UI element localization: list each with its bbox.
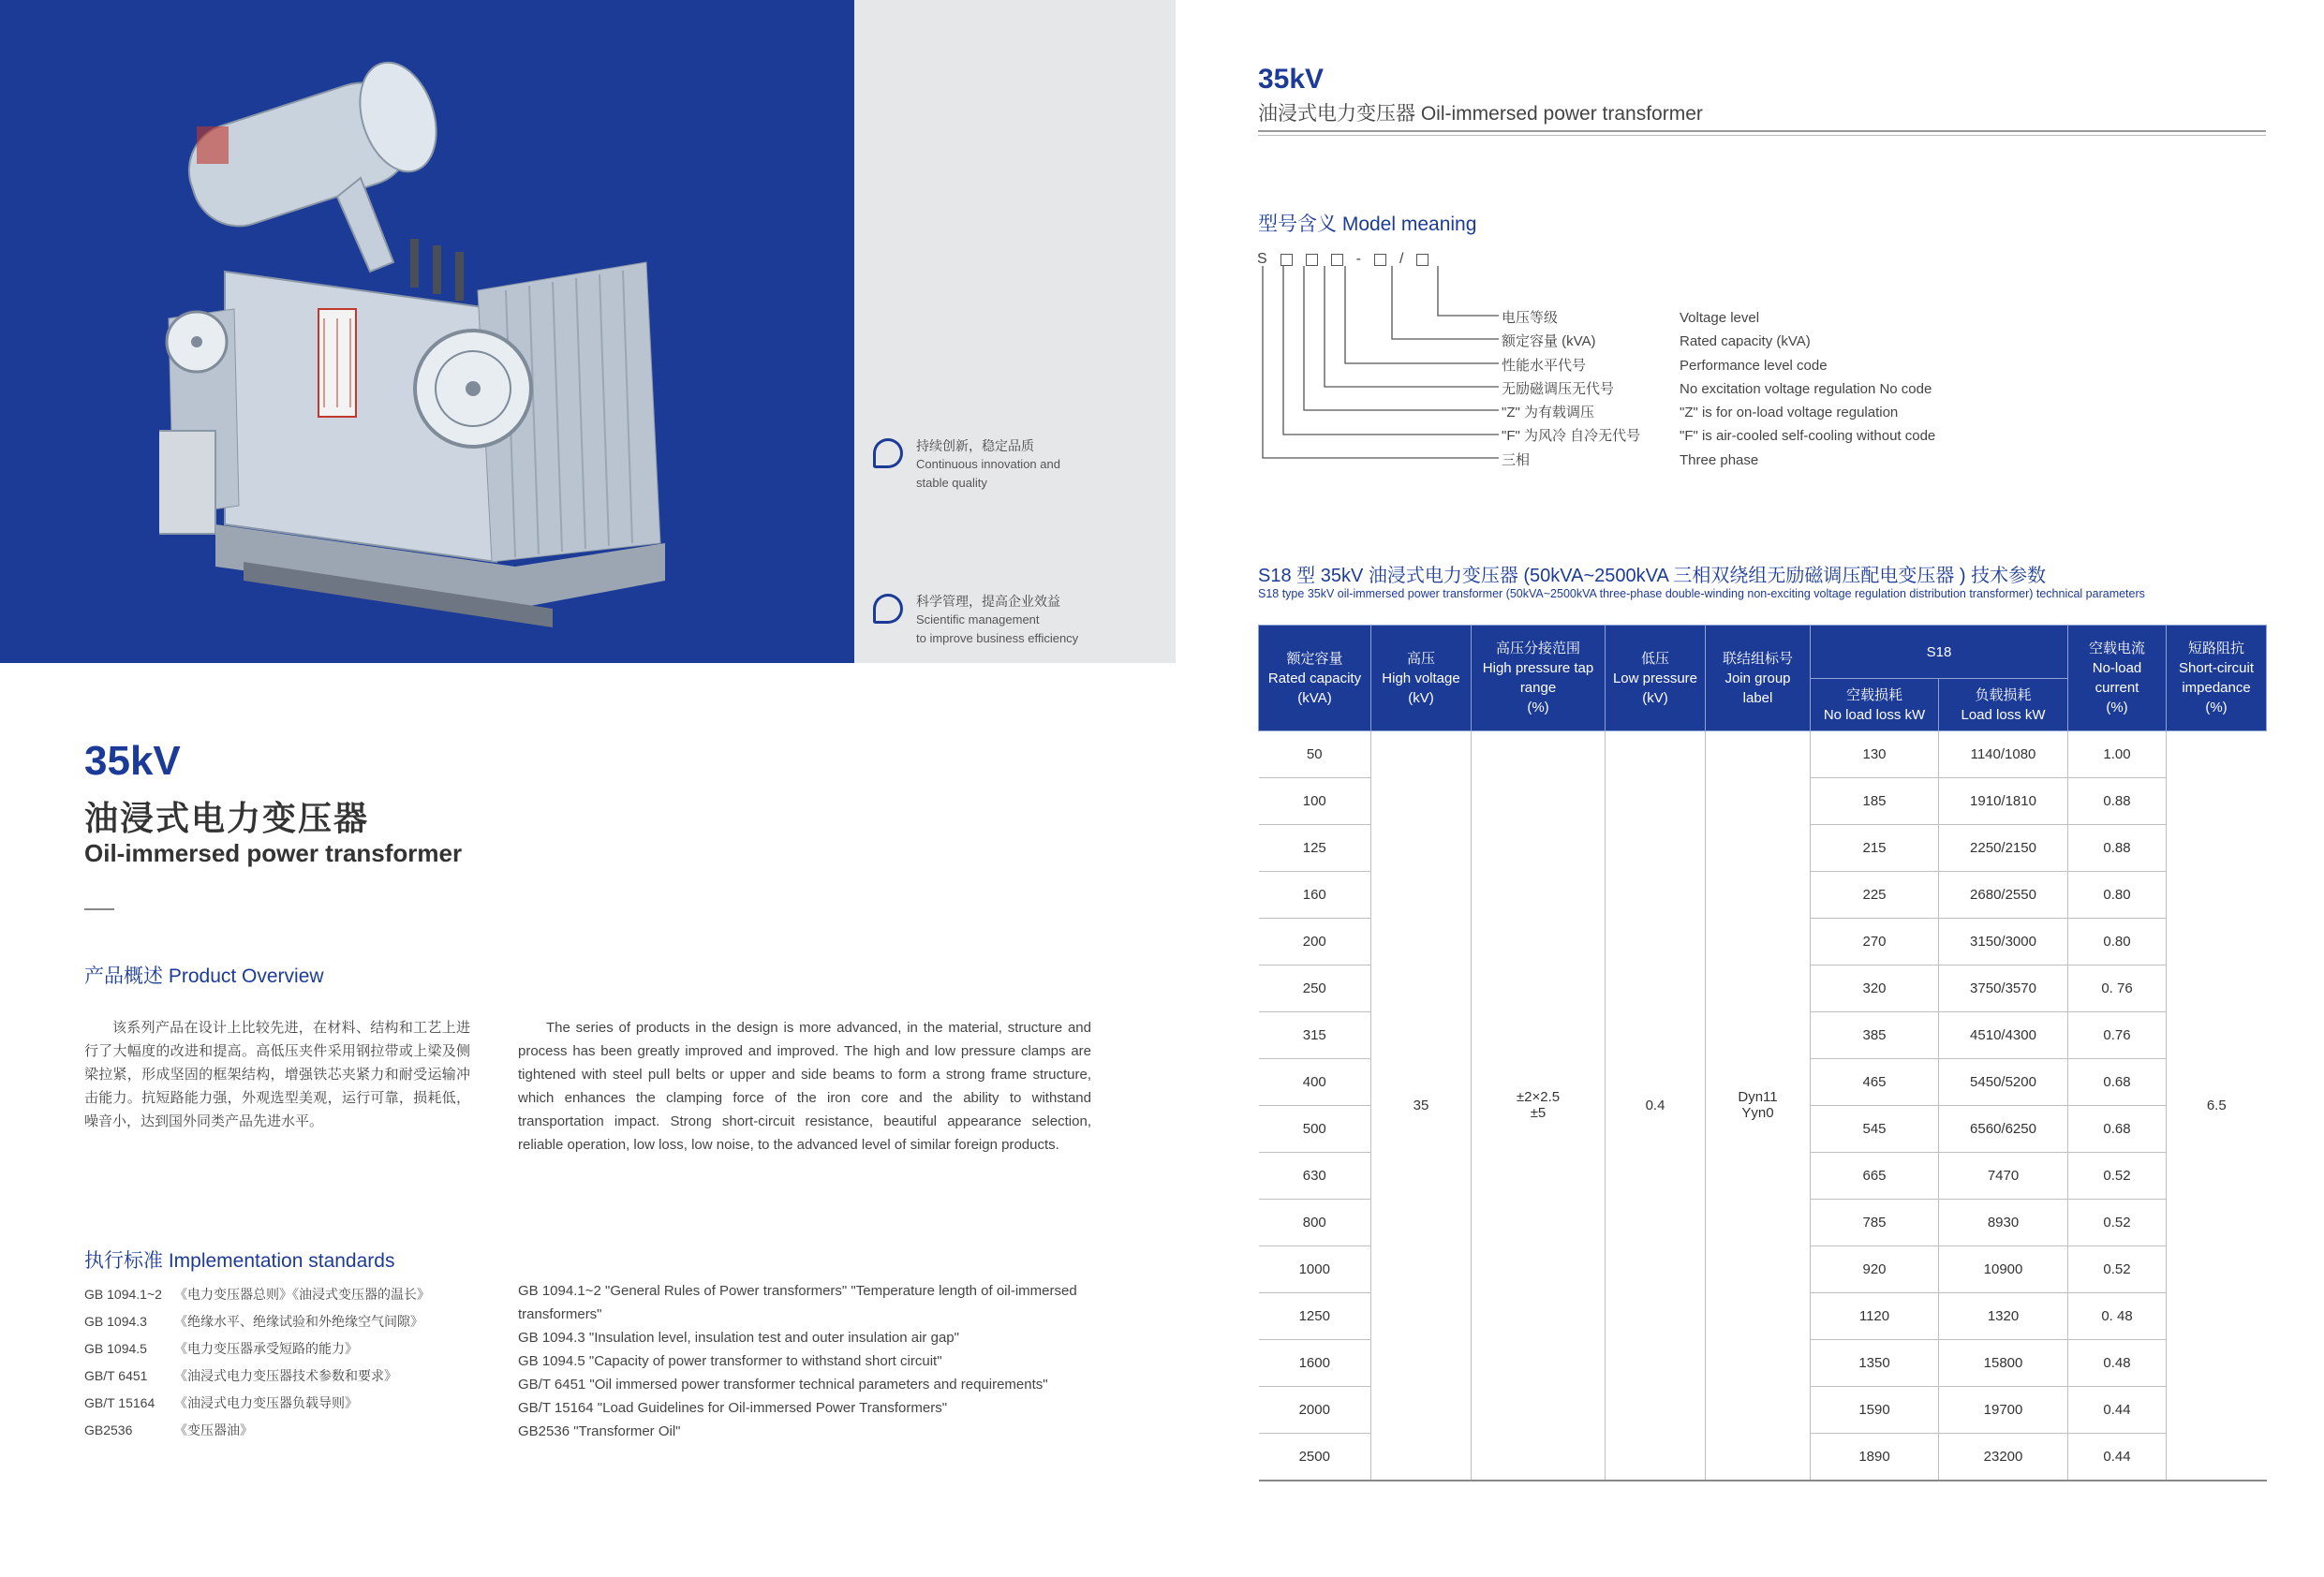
cell-no-load-current: 0.68 [2068,1106,2167,1153]
cell-no-load-loss: 665 [1811,1153,1939,1200]
cell-rated-capacity: 500 [1259,1106,1371,1153]
feature-en-line2: stable quality [916,476,987,490]
cell-rated-capacity: 100 [1259,778,1371,825]
cell-no-load-current: 0. 48 [2068,1293,2167,1340]
cell-load-loss: 3150/3000 [1939,919,2068,965]
header-no-load-current: 空载电流 No-load current (%) [2068,626,2167,731]
cell-load-loss: 15800 [1939,1340,2068,1387]
cell-rated-capacity: 400 [1259,1059,1371,1106]
cell-load-loss: 1910/1810 [1939,778,2068,825]
standard-item: GB 1094.1~2 《电力变压器总则》《油浸式变压器的温长》 [84,1287,430,1302]
cell-low-voltage: 0.4 [1606,731,1706,1481]
standards-list-en [518,1279,1091,1443]
standard-item: GB2536 《变压器油》 [84,1422,253,1437]
cell-no-load-loss: 1890 [1811,1434,1939,1481]
cell-no-load-loss: 270 [1811,919,1939,965]
cell-no-load-loss: 1350 [1811,1340,1939,1387]
cell-rated-capacity: 800 [1259,1200,1371,1246]
cell-no-load-loss: 545 [1811,1106,1939,1153]
feature-zh: 持续创新，稳定品质 [916,438,1034,453]
cell-rated-capacity: 125 [1259,825,1371,872]
cell-no-load-loss: 920 [1811,1246,1939,1293]
standard-item-en: GB 1094.1~2 "General Rules of Power transformers" "Temperature length of oil-immersed transformers" [518,1283,1077,1322]
product-voltage-title: 35kV [84,738,181,784]
spec-table-subtitle: S18 type 35kV oil-immersed power transformer (50kVA~2500kVA three-phase double-winding non-exciting voltage regulation distribution transformer) technical parameters [1258,587,2145,600]
model-slash: / [1399,251,1404,267]
spec-table-title: S18 型 35kV 油浸式电力变压器 (50kVA~2500kVA 三相双绕组无励磁调压配电变压器 ) 技术参数 [1258,566,2047,586]
feature-innovation [873,436,1060,493]
model-item: 额定容量 (kVA) [1502,333,1596,350]
overview-text-zh: 该系列产品在设计上比较先进，在材料、结构和工艺上进行了大幅度的改进和提高。高低压夹件采用钢拉带或上梁及侧梁拉紧，形成坚固的框架结构，增强铁芯夹紧力和耐受运输冲击能力。抗短路能力强，外观选型美观，运行可靠，损耗低，噪音小，达到国外同类产品先进水平。 [84,1020,470,1129]
cell-rated-capacity: 200 [1259,919,1371,965]
standard-item: GB 1094.5 《电力变压器承受短路的能力》 [84,1341,358,1356]
cell-impedance: 6.5 [2167,731,2267,1481]
cell-no-load-current: 0.80 [2068,872,2167,919]
cell-load-loss: 19700 [1939,1387,2068,1434]
cell-rated-capacity: 50 [1259,731,1371,778]
cell-no-load-loss: 225 [1811,872,1939,919]
page-voltage-title: 35kV [1258,64,1325,95]
product-title-zh: 油浸式电力变压器 [84,799,370,837]
cell-no-load-loss: 465 [1811,1059,1939,1106]
cell-no-load-loss: 785 [1811,1200,1939,1246]
model-items-en [1680,306,1935,472]
management-icon [873,594,903,624]
model-item: Three phase [1680,451,1759,468]
header-impedance: 短路阻抗 Short-circuit impedance (%) [2167,626,2267,731]
standard-item: GB/T 6451 《油浸式电力变压器技术参数和要求》 [84,1368,397,1383]
quality-icon [873,438,903,468]
header-rule-thin [1258,135,2266,136]
table-row [1259,731,2267,778]
cell-no-load-current: 0.88 [2068,778,2167,825]
cell-load-loss: 7470 [1939,1153,2068,1200]
cell-no-load-current: 0.52 [2068,1246,2167,1293]
model-item: Rated capacity (kVA) [1680,333,1811,350]
cell-no-load-loss: 1590 [1811,1387,1939,1434]
model-items-zh [1502,306,1640,472]
join-group-value: Yyn0 [1741,1105,1774,1122]
cell-no-load-loss: 385 [1811,1012,1939,1059]
cell-no-load-current: 0.44 [2068,1434,2167,1481]
cell-load-loss: 6560/6250 [1939,1106,2068,1153]
transformer-photo [159,37,703,637]
cell-load-loss: 3750/3570 [1939,965,2068,1012]
cell-load-loss: 1320 [1939,1293,2068,1340]
model-item: 无励磁调压无代号 [1502,380,1615,397]
cell-rated-capacity: 1000 [1259,1246,1371,1293]
cell-load-loss: 2680/2550 [1939,872,2068,919]
model-dash: - [1355,251,1361,267]
title-divider [84,908,114,910]
cell-rated-capacity: 160 [1259,872,1371,919]
spec-table [1258,625,2267,1481]
cell-rated-capacity: 1600 [1259,1340,1371,1387]
overview-text-en: The series of products in the design is more advanced, in the material, structure and process has been greatly improved and improved. The high and low pressure clamps are tightened with steel pull belts or upper and side beams to form a strong frame structure, which enhances the clamping force of the iron core and the ability to withstand transportation impact. Strong short-circuit resistance, beautiful appearance selection, reliable operation, low loss, low noise, to the advanced level of similar foreign products. [518,1020,1091,1153]
standard-item: GB/T 15164 《油浸式电力变压器负载导则》 [84,1395,358,1410]
cell-rated-capacity: 2500 [1259,1434,1371,1481]
standard-item-en: GB2536 "Transformer Oil" [518,1423,681,1439]
cell-no-load-loss: 185 [1811,778,1939,825]
page-subtitle: 油浸式电力变压器 Oil-immersed power transformer [1258,103,1703,125]
cell-load-loss: 8930 [1939,1200,2068,1246]
header-s18: S18 [1811,626,2068,679]
header-join-group: 联结组标号 Join group label [1706,626,1811,731]
cell-high-voltage: 35 [1371,731,1472,1481]
tap-range-value: ±5 [1530,1105,1547,1122]
cell-rated-capacity: 630 [1259,1153,1371,1200]
header-load-loss: 负载损耗 Load loss kW [1939,679,2068,731]
product-title-en: Oil-immersed power transformer [84,839,463,867]
cell-rated-capacity: 250 [1259,965,1371,1012]
cell-load-loss: 23200 [1939,1434,2068,1481]
tap-range-value: ±2×2.5 [1516,1089,1561,1106]
cell-no-load-current: 0.76 [2068,1012,2167,1059]
cell-no-load-current: 1.00 [2068,731,2167,778]
cell-no-load-current: 0.88 [2068,825,2167,872]
cell-no-load-current: 0.80 [2068,919,2167,965]
cell-load-loss: 2250/2150 [1939,825,2068,872]
header-no-load-loss: 空载损耗 No load loss kW [1811,679,1939,731]
cell-rated-capacity: 2000 [1259,1387,1371,1434]
model-prefix: S [1257,251,1267,267]
cell-no-load-current: 0. 76 [2068,965,2167,1012]
cell-no-load-loss: 215 [1811,825,1939,872]
feature-en-line1: Continuous innovation and [916,457,1060,471]
model-item: "F" 为风冷 自冷无代号 [1502,428,1641,445]
standard-item-en: GB/T 15164 "Load Guidelines for Oil-immersed Power Transformers" [518,1400,948,1416]
feature-management [873,592,1078,648]
cell-no-load-current: 0.52 [2068,1200,2167,1246]
model-item: 三相 [1502,451,1531,468]
model-item: "Z" 为有载调压 [1502,405,1594,421]
standards-list-zh [84,1281,430,1444]
model-item: Performance level code [1680,357,1828,374]
model-item: Voltage level [1680,310,1760,326]
cell-load-loss: 4510/4300 [1939,1012,2068,1059]
model-item: "F" is air-cooled self-cooling without code [1680,428,1936,445]
cell-no-load-current: 0.48 [2068,1340,2167,1387]
standard-item-en: GB 1094.5 "Capacity of power transformer to withstand short circuit" [518,1353,942,1369]
feature-en-line2: to improve business efficiency [916,631,1079,645]
cell-no-load-current: 0.44 [2068,1387,2167,1434]
cell-rated-capacity: 1250 [1259,1293,1371,1340]
header-tap-range: 高压分接范围 High pressure tap range (%) [1472,626,1606,731]
standards-heading: 执行标准 Implementation standards [84,1250,395,1272]
cell-no-load-loss: 130 [1811,731,1939,778]
header-rule [1258,130,2266,132]
cell-load-loss: 1140/1080 [1939,731,2068,778]
cell-load-loss: 5450/5200 [1939,1059,2068,1106]
feature-zh: 科学管理，提高企业效益 [916,594,1060,609]
model-meaning-heading: 型号含义 Model meaning [1258,214,1477,235]
standard-item-en: GB/T 6451 "Oil immersed power transformer technical parameters and requirements" [518,1377,1048,1393]
standard-item-en: GB 1094.3 "Insulation level, insulation test and outer insulation air gap" [518,1330,959,1346]
cell-no-load-current: 0.68 [2068,1059,2167,1106]
header-low-voltage: 低压 Low pressure (kV) [1606,626,1706,731]
model-item: No excitation voltage regulation No code [1680,380,1932,397]
join-group-value: Dyn11 [1738,1089,1778,1106]
model-item: 性能水平代号 [1502,357,1587,374]
cell-no-load-loss: 320 [1811,965,1939,1012]
cell-no-load-current: 0.52 [2068,1153,2167,1200]
cell-join-group [1706,731,1811,1481]
model-item: "Z" is for on-load voltage regulation [1680,405,1899,421]
header-rated-capacity: 额定容量 Rated capacity (kVA) [1259,626,1371,731]
cell-no-load-loss: 1120 [1811,1293,1939,1340]
hero-grey-panel [854,0,1176,663]
cell-load-loss: 10900 [1939,1246,2068,1293]
overview-heading: 产品概述 Product Overview [84,965,324,987]
model-item: 电压等级 [1502,310,1559,326]
standard-item: GB 1094.3 《绝缘水平、绝缘试验和外绝缘空气间隙》 [84,1314,423,1329]
header-high-voltage: 高压 High voltage (kV) [1371,626,1472,731]
cell-tap-range [1472,731,1606,1481]
feature-en-line1: Scientific management [916,612,1040,626]
cell-rated-capacity: 315 [1259,1012,1371,1059]
